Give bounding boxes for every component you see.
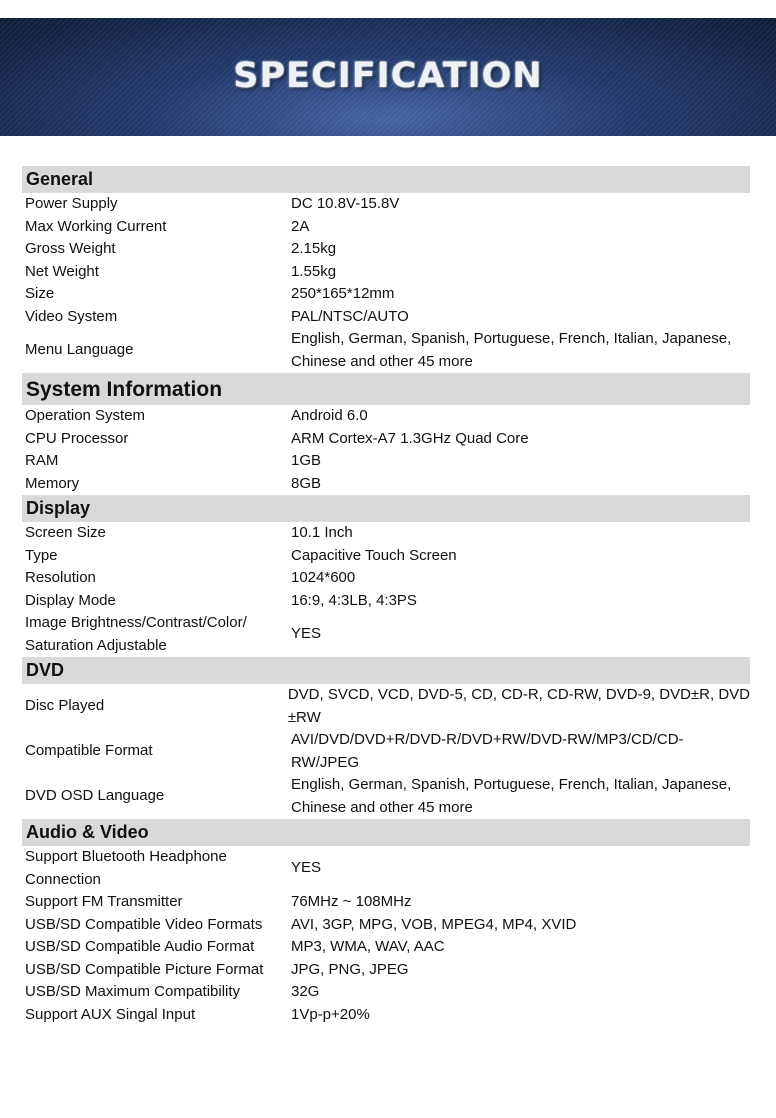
spec-value [288,914,750,937]
spec-value [288,193,750,216]
spec-label [22,193,288,216]
spec-row [22,522,750,545]
spec-row [22,612,750,657]
spec-value-line: RW/JPEG [291,753,360,771]
spec-label [22,785,288,808]
spec-value-line: English, German, Spanish, Portuguese, French, Italian, Japanese, [291,776,732,793]
section-audio-video [22,819,750,1026]
spec-value-line: Android 6.0 [291,407,368,424]
spec-label-line: Menu Language [25,341,134,359]
spec-label-line: Support Bluetooth Headphone [25,848,227,865]
spec-label-line: Max Working Current [25,217,167,235]
section-heading: General [22,166,750,193]
spec-value-line: 1024*600 [291,569,356,586]
spec-value [288,936,750,959]
spec-row [22,774,750,819]
spec-row [22,729,750,774]
spec-value [288,1004,750,1027]
spec-row [22,216,750,239]
section-dvd [22,657,750,819]
spec-row [22,959,750,982]
spec-label-line: USB/SD Compatible Audio Format [25,938,255,955]
spec-label [22,339,288,362]
spec-label [22,567,288,590]
spec-row [22,981,750,1004]
spec-value [288,567,750,590]
spec-label-line: Support AUX Singal Input [25,1005,196,1023]
spec-label-line: Gross Weight [25,240,116,257]
spec-label [22,405,288,428]
spec-banner [0,18,776,136]
spec-value-line: Capacitive Touch Screen [291,546,457,564]
section-display [22,495,750,657]
spec-value-line: 250*165*12mm [291,285,395,302]
section-system-information [22,373,750,495]
spec-value [288,522,750,545]
spec-value-line: 8GB [291,474,322,492]
spec-label [22,428,288,451]
spec-label [22,238,288,261]
spec-value [288,891,750,914]
spec-table [22,166,750,1026]
spec-row [22,891,750,914]
spec-label [22,914,288,937]
spec-row [22,473,750,496]
spec-label [22,590,288,613]
spec-label [22,1004,288,1027]
spec-value-line: English, German, Spanish, Portuguese, French, Italian, Japanese, [291,330,732,347]
spec-row [22,450,750,473]
section-heading: System Information [22,373,750,405]
spec-label [22,936,288,959]
spec-value [288,283,750,306]
spec-value-line: Chinese and other 45 more [291,352,473,370]
spec-value-line: 2.15kg [291,240,337,257]
spec-label-line: Screen Size [25,524,106,541]
spec-value [288,959,750,982]
spec-label-line: Display Mode [25,591,116,609]
spec-label-line: Image Brightness/Contrast/Color/ [25,614,247,631]
spec-value-line: AVI, 3GP, MPG, VOB, MPEG4, MP4, XVID [291,915,577,933]
spec-value [288,306,750,329]
spec-row [22,545,750,568]
section-general [22,166,750,373]
spec-value-line: DVD, SVCD, VCD, DVD-5, CD, CD-R, CD-RW, DVD-9, DVD±R, DVD [287,686,750,703]
spec-value-line: 10.1 Inch [291,524,353,541]
section-heading: DVD [22,657,750,684]
spec-value [288,774,750,819]
spec-label-line: USB/SD Compatible Video Formats [25,915,263,933]
spec-value [288,857,750,880]
spec-label-line: RAM [25,452,59,469]
spec-value-line: 32G [291,983,320,1000]
spec-label [22,740,288,763]
spec-row [22,914,750,937]
spec-value [288,238,750,261]
spec-value-line: 76MHz ~ 108MHz [291,893,412,910]
spec-label [22,283,288,306]
spec-label [22,473,288,496]
spec-label [22,695,285,718]
spec-label [22,450,288,473]
spec-value-line: 1GB [291,452,322,469]
spec-row [22,283,750,306]
spec-value [288,981,750,1004]
spec-label [22,216,288,239]
spec-value [288,450,750,473]
spec-value [288,261,750,284]
spec-value [288,405,750,428]
spec-value-line: JPG, PNG, JPEG [291,960,409,978]
spec-value-line: YES [291,859,322,877]
spec-row [22,238,750,261]
spec-row [22,567,750,590]
section-heading: Display [22,495,750,522]
spec-value [288,328,750,373]
spec-row [22,261,750,284]
spec-value-line: PAL/NTSC/AUTO [291,307,409,325]
spec-label-line: USB/SD Compatible Picture Format [25,960,264,978]
spec-label-line: Saturation Adjustable [25,636,167,654]
spec-row [22,428,750,451]
spec-row [22,328,750,373]
spec-label-line: Disc Played [25,697,105,715]
spec-row [22,1004,750,1027]
spec-value-line: AVI/DVD/DVD+R/DVD-R/DVD+RW/DVD-RW/MP3/CD/CD- [291,731,684,748]
spec-value [288,729,750,774]
spec-value [288,590,750,613]
spec-label-line: Compatible Format [25,742,153,760]
spec-label [22,846,288,891]
spec-label-line: Net Weight [25,262,99,280]
spec-label [22,261,288,284]
spec-value [288,545,750,568]
spec-label [22,545,288,568]
spec-label-line: Type [25,546,58,564]
spec-value-line: ARM Cortex-A7 1.3GHz Quad Core [291,429,529,447]
spec-label-line: Support FM Transmitter [25,893,183,910]
spec-label-line: Resolution [25,569,96,586]
spec-label [22,522,288,545]
spec-label-line: Size [25,285,55,302]
spec-value-line: 16:9, 4:3LB, 4:3PS [291,591,417,609]
spec-row [22,684,750,729]
spec-label-line: Connection [25,870,101,888]
spec-label [22,981,288,1004]
spec-label [22,306,288,329]
spec-label-line: DVD OSD Language [25,787,165,805]
spec-row [22,846,750,891]
spec-value-line: ±RW [287,708,321,726]
spec-value [288,428,750,451]
spec-value-line: DC 10.8V-15.8V [291,195,400,212]
spec-label-line: Operation System [25,407,146,424]
spec-label [22,612,288,657]
spec-value-line: 1.55kg [291,262,337,280]
spec-label-line: USB/SD Maximum Compatibility [25,983,241,1000]
spec-row [22,405,750,428]
spec-label-line: CPU Processor [25,429,129,447]
spec-value-line: 1Vp-p+20% [291,1005,370,1023]
spec-label [22,959,288,982]
spec-value-line: 2A [291,217,310,235]
spec-value [288,216,750,239]
spec-label-line: Video System [25,307,118,325]
section-heading: Audio & Video [22,819,750,846]
spec-value [285,684,750,729]
spec-value-line: Chinese and other 45 more [291,798,473,816]
spec-value-line: MP3, WMA, WAV, AAC [291,938,445,955]
spec-label [22,891,288,914]
spec-value [288,473,750,496]
banner-title: SPECIFICATION [233,56,543,96]
spec-value-line: YES [291,625,322,643]
spec-label-line: Power Supply [25,195,118,212]
spec-row [22,306,750,329]
spec-value [288,623,750,646]
spec-row [22,590,750,613]
spec-row [22,193,750,216]
spec-label-line: Memory [25,474,80,492]
spec-row [22,936,750,959]
